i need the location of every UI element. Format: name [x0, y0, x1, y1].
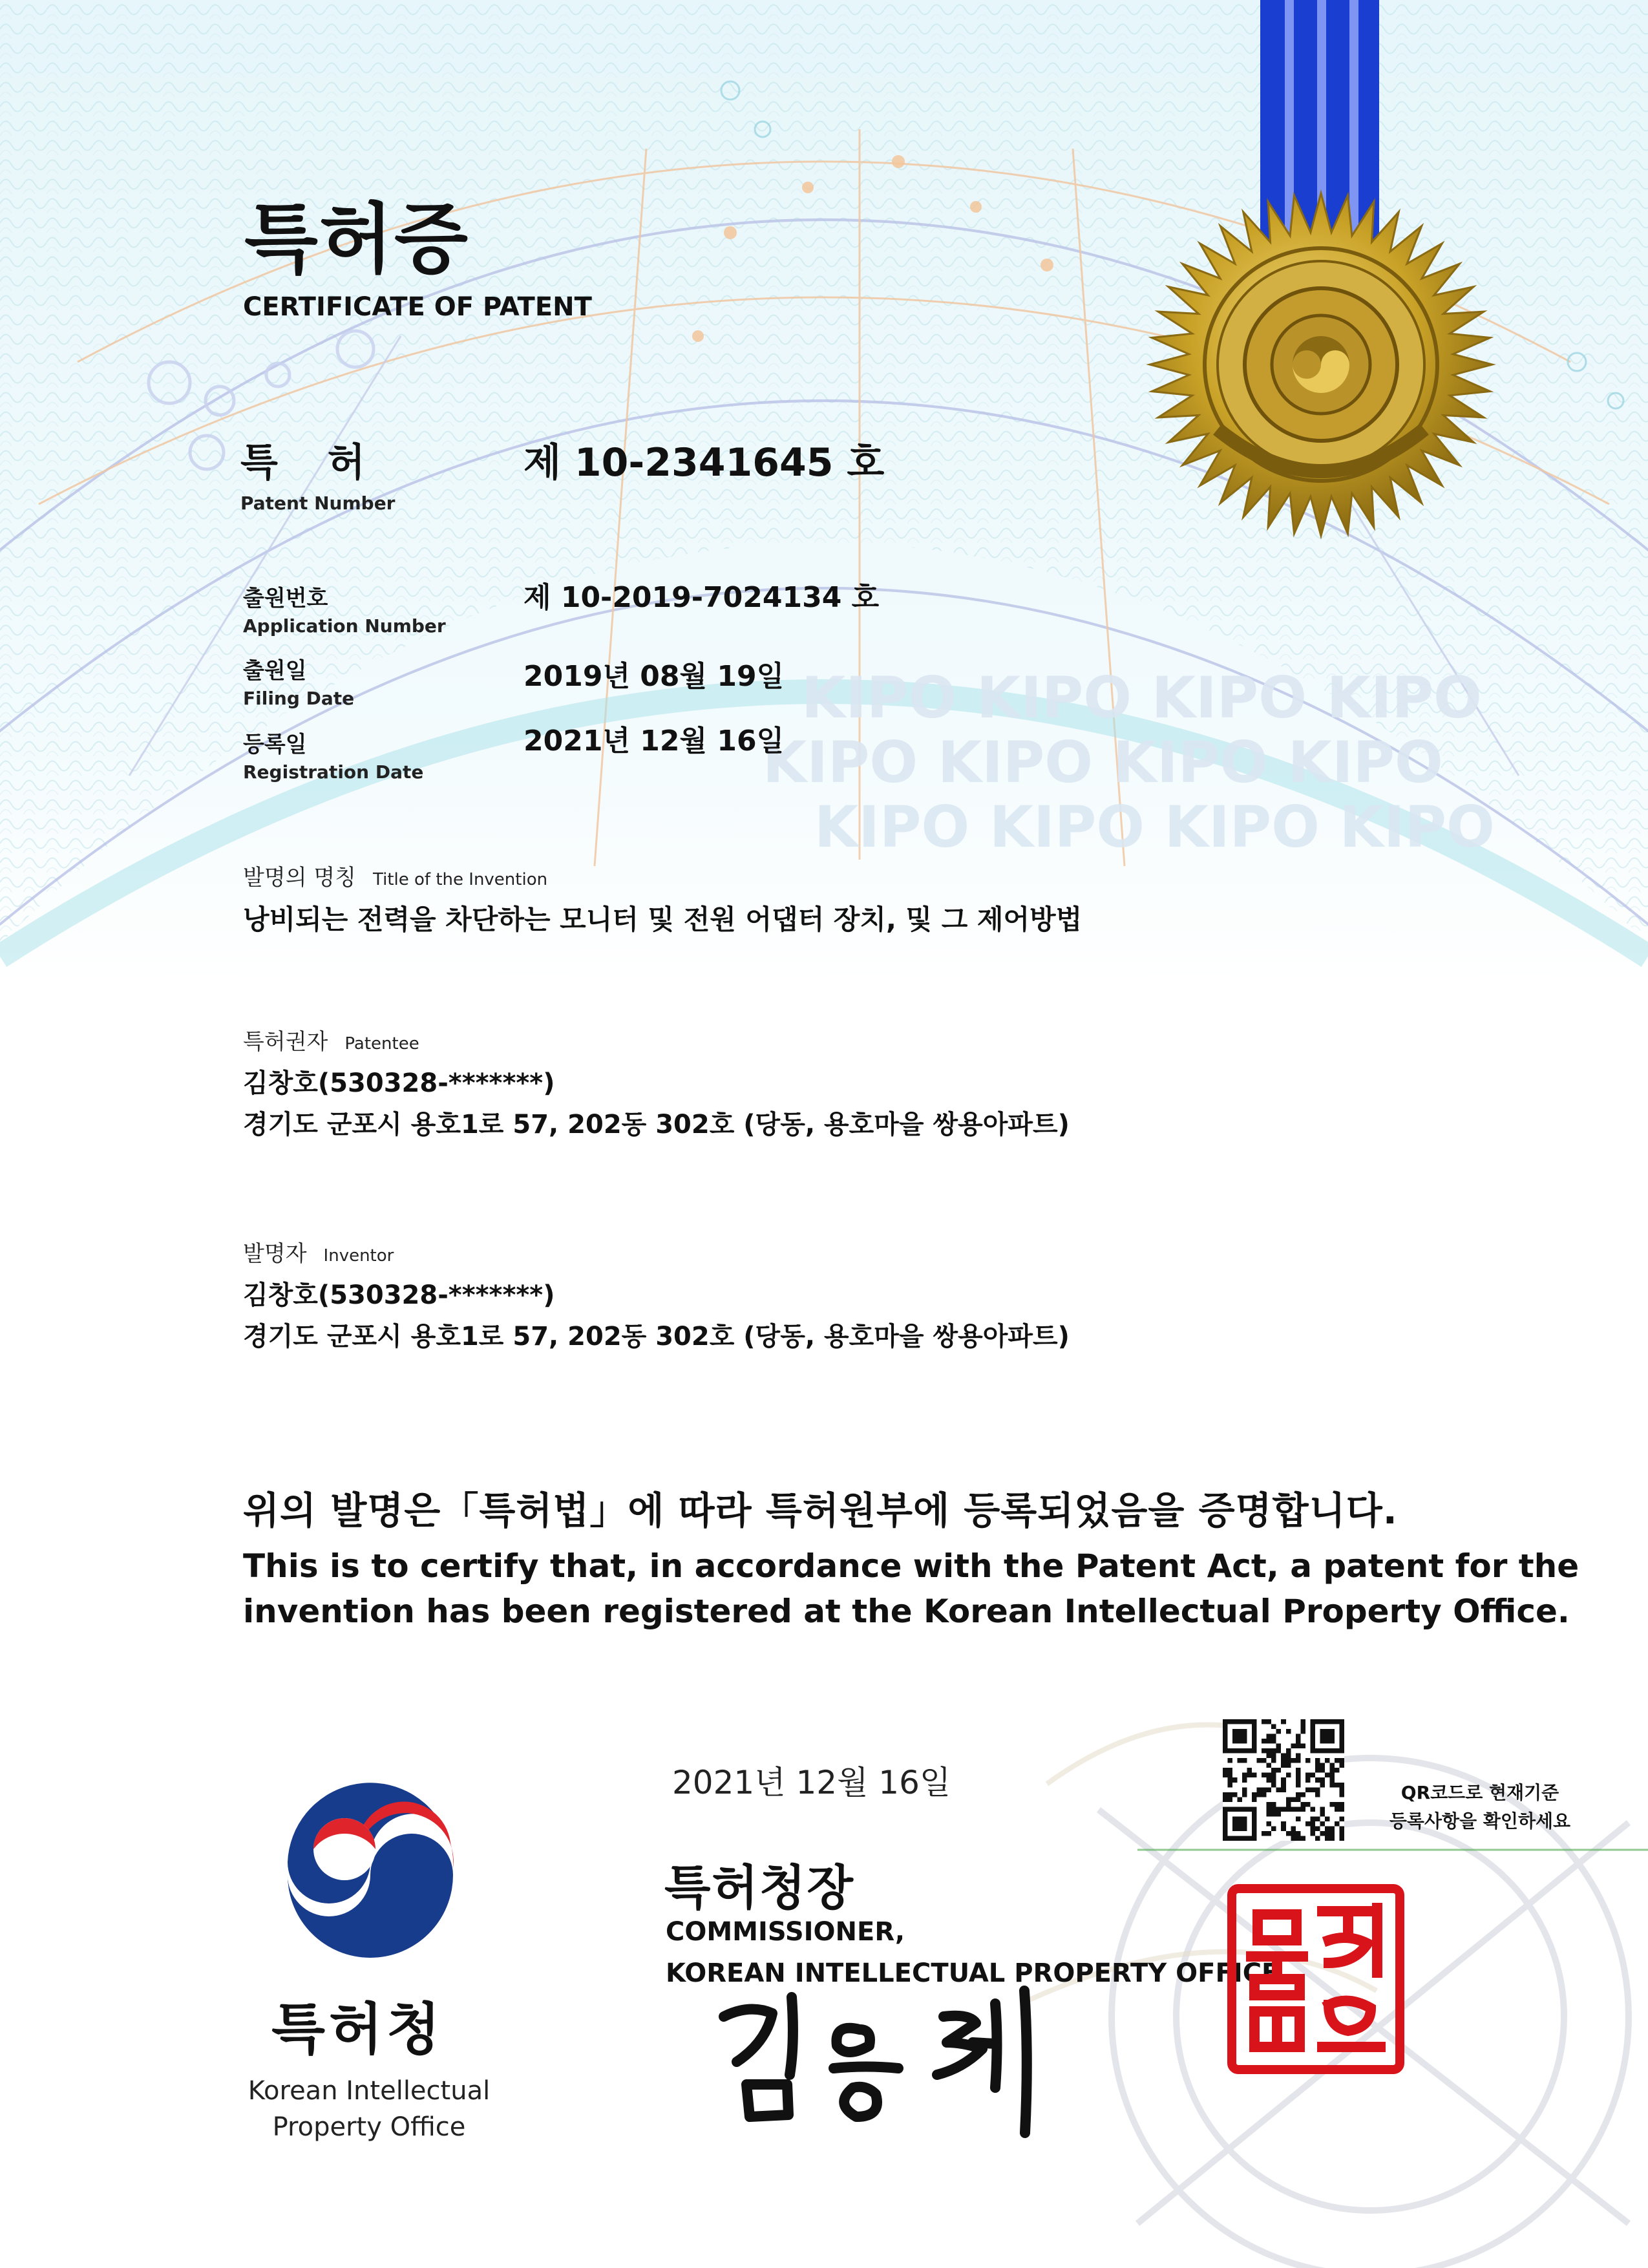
kipo-name-en-line1: Korean Intellectual: [248, 2076, 491, 2106]
patentee-address: 경기도 군포시 용호1로 57, 202동 302호 (당동, 용호마을 쌍용아파트): [243, 1110, 1070, 1139]
filing-date-value: 2019년 08월 19일: [523, 660, 785, 693]
registration-date-label-ko: 등록일: [243, 732, 307, 758]
issue-date: 2021년 12월 16일: [672, 1764, 951, 1801]
kipo-name-ko: 특허청: [271, 1997, 445, 2062]
svg-text:KIPO KIPO KIPO KIPO: KIPO KIPO KIPO KIPO: [763, 729, 1443, 796]
patentee-label-en: Patentee: [344, 1034, 419, 1054]
qr-code[interactable]: [1223, 1719, 1344, 1841]
filing-date-label-ko: 출원일: [243, 658, 307, 684]
inventor-label-en: Inventor: [323, 1246, 394, 1266]
inventor-label-ko: 발명자: [243, 1241, 307, 1267]
invention-label: [243, 860, 547, 891]
patent-number-label-en: Patent Number: [240, 493, 396, 514]
official-red-stamp: [1225, 1882, 1406, 2076]
qr-caption-line1: QR코드로 현재기준: [1400, 1782, 1559, 1803]
application-number-label-en: Application Number: [243, 615, 446, 637]
svg-text:KIPO KIPO KIPO KIPO: KIPO KIPO KIPO KIPO: [801, 664, 1482, 731]
kipo-name-en-line2: Property Office: [272, 2112, 466, 2142]
certification-statement-en-line2: invention has been registered at the Korean Intellectual Property Office.: [243, 1593, 1570, 1630]
invention-label-en: Title of the Invention: [373, 870, 548, 889]
commissioner-signature: [711, 1978, 1073, 2146]
patent-number-value: 제 10-2341645 호: [523, 440, 885, 485]
commissioner-title-en-line1: COMMISSIONER,: [666, 1917, 905, 1947]
qr-caption-line2: 등록사항을 확인하세요: [1389, 1810, 1571, 1832]
patent-number-label-ko: 특 허: [240, 440, 383, 485]
filing-date-label-en: Filing Date: [243, 688, 355, 709]
certification-statement-en-line1: This is to certify that, in accordance with the Patent Act, a patent for the: [243, 1547, 1579, 1585]
svg-text:KIPO KIPO KIPO KIPO: KIPO KIPO KIPO KIPO: [814, 794, 1495, 860]
inventor-label: [243, 1236, 394, 1267]
invention-label-ko: 발명의 명칭: [243, 865, 357, 891]
gold-seal-with-ribbon: [1112, 0, 1551, 543]
patentee-label-ko: 특허권자: [243, 1029, 328, 1055]
registration-date-value: 2021년 12월 16일: [523, 725, 785, 758]
certificate-title-ko: 특허증: [244, 195, 469, 284]
patentee-name: 김창호(530328-*******): [243, 1068, 555, 1098]
certificate-title-en: CERTIFICATE OF PATENT: [243, 292, 592, 322]
commissioner-title-en-line2: KOREAN INTELLECTUAL PROPERTY OFFICE: [666, 1958, 1280, 1988]
application-number-label-ko: 출원번호: [243, 586, 328, 611]
commissioner-title-ko: 특허청장: [664, 1860, 854, 1916]
application-number-value: 제 10-2019-7024134 호: [523, 581, 880, 614]
certification-statement-ko: 위의 발명은「특허법」에 따라 특허원부에 등록되었음을 증명합니다.: [243, 1489, 1398, 1532]
invention-title: 낭비되는 전력을 차단하는 모니터 및 전원 어댑터 장치, 및 그 제어방법: [243, 904, 1083, 935]
inventor-name: 김창호(530328-*******): [243, 1280, 555, 1310]
registration-date-label-en: Registration Date: [243, 761, 424, 783]
inventor-address: 경기도 군포시 용호1로 57, 202동 302호 (당동, 용호마을 쌍용아파트): [243, 1322, 1070, 1351]
kipo-taegeuk-logo: [277, 1775, 464, 1962]
patentee-label: [243, 1024, 419, 1055]
